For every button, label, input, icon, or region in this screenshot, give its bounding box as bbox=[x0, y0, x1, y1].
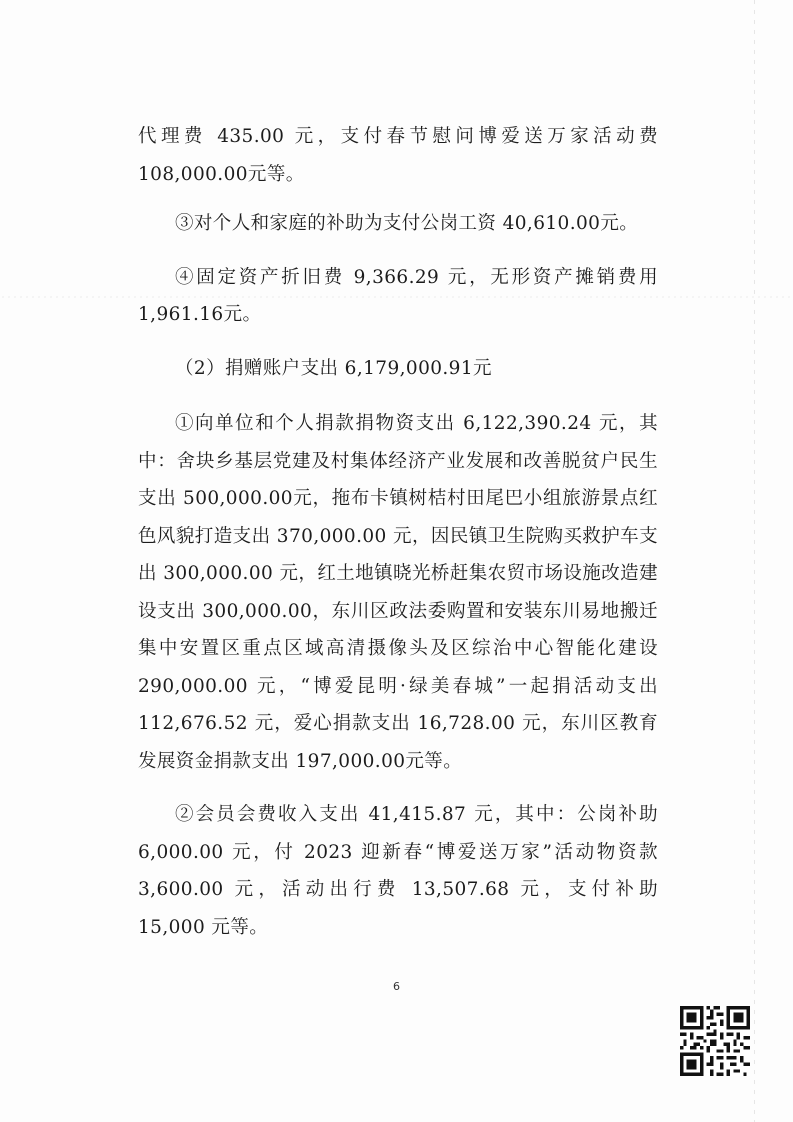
paragraph-depreciation: ④固定资产折旧费 9,366.29 元，无形资产摊销费用 1,961.16元。 bbox=[138, 266, 658, 325]
paragraph-donation-expenditure: ①向单位和个人捐款捐物资支出 6,122,390.24 元，其中：舍块乡基层党建及村集体经济产业发展和改善脱贫户民生支出 500,000.00元，拖布卡镇树桔村田尾巴小组旅游景点红色风貌打造支出 370,000.00 元，因民镇卫生院购买救护车支出 300,000.00 元，红土地镇晓光桥赶集农贸市场设施改造建设支出 300,000.00，东川区政法委购置和安装东川易地搬迁集中安置区重点区域高清摄像头及区综治中心智能化建设 290,000.00 元，“博爱昆明·绿美春城”一起捐活动支出 112,676.52 元，爱心捐款支出 16,728.00 元，东川区教育发展资金捐款支出 197,000.00元等。 bbox=[138, 413, 658, 772]
paragraph-agency-fee: 代理费 435.00 元，支付春节慰问博爱送万家活动费 108,000.00元等。 bbox=[138, 126, 658, 185]
paragraph-personal-subsidy: ③对个人和家庭的补助为支付公岗工资 40,610.00元。 bbox=[175, 213, 639, 234]
document-body bbox=[138, 118, 658, 962]
scan-edge-artifact bbox=[754, 0, 755, 1122]
qr-code-icon bbox=[680, 1005, 750, 1077]
page-number: 6 bbox=[393, 980, 400, 993]
section-heading-donation-account: （2）捐赠账户支出 6,179,000.91元 bbox=[175, 357, 492, 379]
paragraph-membership-fee: ②会员会费收入支出 41,415.87 元，其中：公岗补助 6,000.00 元，付 2023 迎新春“博爱送万家”活动物资款 3,600.00 元，活动出行费 13,507.68 元，支付补助 15,000 元等。 bbox=[138, 804, 658, 938]
